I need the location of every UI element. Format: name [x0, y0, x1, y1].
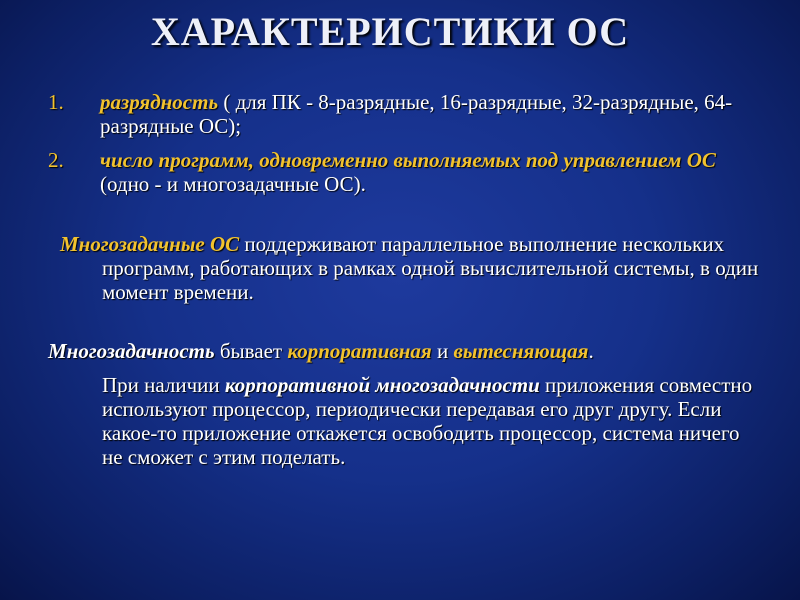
types-connector-1: бывает — [214, 339, 288, 363]
list-item — [48, 148, 748, 196]
list-item-text — [100, 90, 748, 138]
term-corporate-multitasking: корпоративной многозадачности — [224, 373, 540, 397]
list-number: 1. — [48, 90, 64, 114]
term-bitness: разрядность — [100, 90, 219, 114]
list-item-text — [100, 148, 748, 196]
list-item-description: ( для ПК - 8-разрядные, 16-разрядные, 32-разрядные, 64-разрядные ОС); — [100, 90, 733, 138]
corporate-description: приложения совместно используют процессор, периодически передавая его друг другу. Если какое-то приложение откажется освободить процессор, система ничего не сможет с этим поделать. — [102, 373, 753, 469]
types-connector-3: . — [588, 339, 594, 363]
corporate-intro: При наличии — [102, 373, 225, 397]
term-multitask-os: Многозадачные ОС — [60, 232, 240, 256]
term-preemptive: вытесняющая — [453, 339, 589, 363]
term-multitasking: Многозадачность — [48, 339, 215, 363]
list-item-description: (одно - и многозадачные ОС). — [100, 172, 366, 196]
slide-title: ХАРАКТЕРИСТИКИ ОС — [150, 9, 630, 54]
multitask-os-paragraph — [60, 232, 792, 304]
types-connector-2: и — [431, 339, 454, 363]
multitasking-types-paragraph — [48, 339, 768, 363]
term-program-count: число программ, одновременно выполняемых под управлением ОС — [100, 148, 716, 172]
list-number: 2. — [48, 148, 64, 172]
term-corporate: корпоративная — [287, 339, 432, 363]
corporate-multitasking-paragraph — [102, 373, 762, 469]
multitask-os-description: поддерживают параллельное выполнение нескольких программ, работающих в рамках одной вычислительной системы, в один момент времени. — [102, 232, 759, 304]
list-item — [48, 90, 748, 138]
